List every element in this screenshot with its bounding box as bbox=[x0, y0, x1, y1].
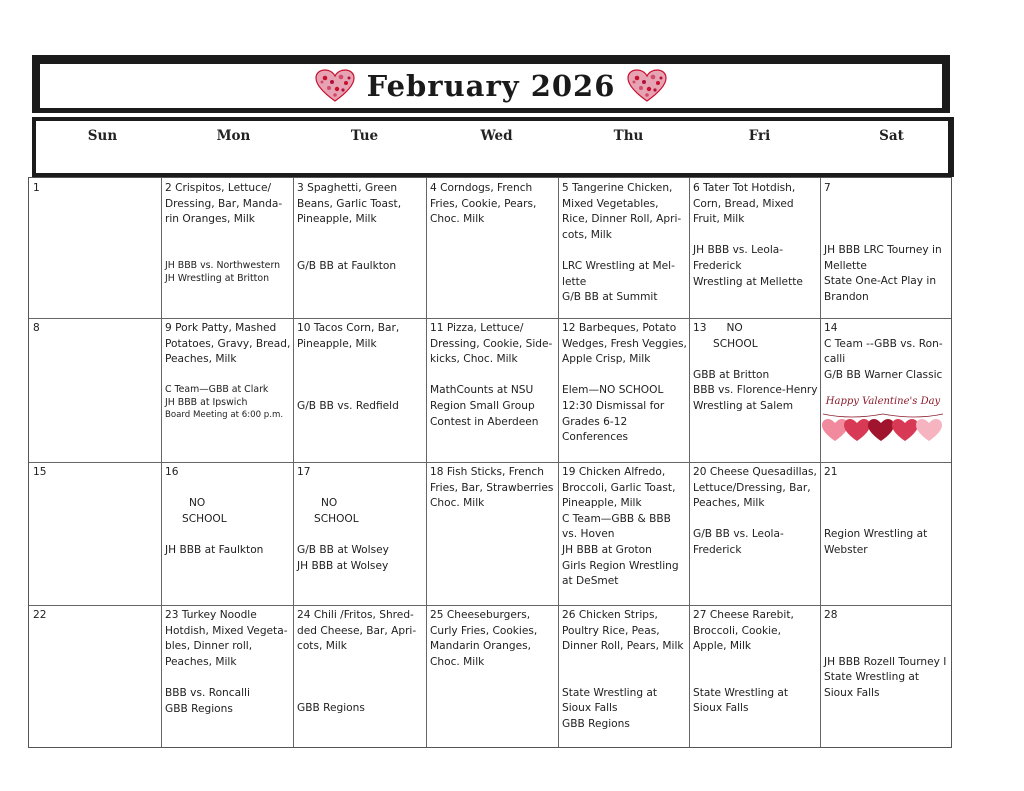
event-line: Region Small Group bbox=[430, 399, 535, 412]
no-school-label: SCHOOL bbox=[314, 512, 359, 525]
menu-line: Choc. Milk bbox=[430, 213, 485, 226]
event-line: State One-Act Play in bbox=[824, 275, 937, 288]
menu-line: Choc. Milk bbox=[430, 655, 485, 668]
valentines-text: Happy Valentine's Day bbox=[825, 396, 941, 407]
menu-line: 3 Spaghetti, Green bbox=[297, 182, 398, 194]
event-line: calli bbox=[824, 353, 846, 366]
day-number: 1 bbox=[33, 182, 40, 194]
day-cell bbox=[29, 178, 161, 318]
event-line: at DeSmet bbox=[562, 575, 619, 588]
menu-line: 10 Tacos Corn, Bar, bbox=[297, 322, 400, 334]
event-line: Conferences bbox=[562, 431, 629, 444]
day-cell bbox=[161, 318, 293, 462]
event-line: Brandon bbox=[824, 290, 869, 303]
event-line: MathCounts at NSU bbox=[430, 384, 534, 397]
event-line: C Team --GBB vs. Ron- bbox=[824, 337, 943, 350]
menu-line: Peaches, Milk bbox=[693, 497, 765, 510]
menu-line: Hotdish, Mixed Vegeta- bbox=[165, 624, 288, 637]
menu-line: rin Oranges, Milk bbox=[165, 213, 255, 226]
menu-line: Pineapple, Milk bbox=[297, 213, 377, 226]
event-line: BBB vs. Florence-Henry bbox=[693, 384, 818, 397]
event-line: JH BBB at Groton bbox=[562, 543, 652, 556]
event-line: G/B BB at Faulkton bbox=[297, 259, 397, 272]
event-line: GBB at Britton bbox=[693, 368, 770, 381]
menu-line: 5 Tangerine Chicken, bbox=[562, 182, 673, 194]
menu-line: Fries, Bar, Strawberries bbox=[430, 481, 554, 494]
menu-line: Wedges, Fresh Veggies, bbox=[562, 337, 687, 350]
day-cell bbox=[426, 318, 558, 462]
no-school-label: SCHOOL bbox=[182, 512, 227, 525]
hearts-garland-icon bbox=[821, 410, 945, 442]
event-line: Girls Region Wrestling bbox=[562, 559, 679, 572]
menu-line: Mixed Vegetables, bbox=[562, 197, 659, 210]
menu-line: Mandarin Oranges, bbox=[430, 640, 531, 653]
weekday-header bbox=[32, 117, 954, 177]
menu-line: Peaches, Milk bbox=[165, 655, 237, 668]
weekday-mon: Mon bbox=[216, 128, 251, 144]
event-line: State Wrestling at bbox=[824, 671, 920, 684]
menu-line: Dressing, Cookie, Side- bbox=[430, 337, 553, 350]
menu-line: Rice, Dinner Roll, Apri- bbox=[562, 213, 682, 226]
day-number: 16 bbox=[165, 466, 179, 478]
menu-line: 19 Chicken Alfredo, bbox=[562, 466, 666, 478]
event-line: C Team—GBB & BBB bbox=[562, 512, 671, 525]
day-cell bbox=[689, 318, 820, 462]
menu-line: Curly Fries, Cookies, bbox=[430, 624, 538, 637]
day-cell bbox=[29, 605, 161, 747]
day-cell bbox=[426, 178, 558, 318]
event-line: JH BBB vs. Northwestern bbox=[165, 259, 281, 271]
menu-line: 6 Tater Tot Hotdish, bbox=[693, 182, 796, 194]
menu-line: cots, Milk bbox=[297, 640, 347, 653]
day-number: 22 bbox=[33, 609, 47, 621]
event-line: Frederick bbox=[693, 543, 742, 556]
menu-line: Fruit, Milk bbox=[693, 213, 745, 226]
event-line: Sioux Falls bbox=[562, 702, 618, 715]
event-line: C Team—GBB at Clark bbox=[165, 384, 269, 396]
day-cell bbox=[820, 605, 952, 747]
menu-line: 25 Cheeseburgers, bbox=[430, 609, 531, 621]
menu-line: 2 Crispitos, Lettuce/ bbox=[165, 182, 272, 194]
no-school-label: NO bbox=[321, 497, 338, 510]
menu-line: Fries, Cookie, Pears, bbox=[430, 197, 537, 210]
menu-line: 27 Cheese Rarebit, bbox=[693, 609, 794, 621]
event-line: JH BBB at Faulkton bbox=[165, 543, 264, 556]
weekday-thu: Thu bbox=[613, 128, 644, 144]
event-line: State Wrestling at bbox=[562, 686, 658, 699]
menu-line: kicks, Choc. Milk bbox=[430, 353, 518, 366]
event-line: Mellette bbox=[824, 259, 867, 272]
day-cell bbox=[820, 178, 952, 318]
menu-line: 23 Turkey Noodle bbox=[165, 609, 257, 621]
menu-line: 12 Barbeques, Potato bbox=[562, 322, 677, 334]
heart-icon bbox=[627, 69, 667, 103]
day-cell bbox=[558, 318, 689, 462]
menu-line: 11 Pizza, Lettuce/ bbox=[430, 322, 524, 334]
event-line: Sioux Falls bbox=[693, 702, 749, 715]
menu-line: Dressing, Bar, Manda- bbox=[165, 197, 283, 210]
menu-line: 24 Chili /Fritos, Shred- bbox=[297, 609, 414, 621]
event-line: vs. Hoven bbox=[562, 528, 615, 541]
no-school-label: SCHOOL bbox=[713, 337, 758, 350]
event-line: JH BBB Rozell Tourney I bbox=[824, 655, 947, 668]
event-line: G/B BB at Summit bbox=[562, 291, 658, 304]
event-line: G/B BB Warner Classic bbox=[824, 368, 943, 381]
event-line: lette bbox=[562, 275, 587, 288]
day-number: 14 bbox=[824, 322, 838, 334]
menu-line: Dinner Roll, Pears, Milk bbox=[562, 640, 684, 653]
day-number: 7 bbox=[824, 182, 831, 194]
weekday-sat: Sat bbox=[879, 128, 904, 144]
day-cell bbox=[293, 605, 426, 747]
event-line: JH BBB at Ipswich bbox=[165, 397, 248, 409]
event-line: Frederick bbox=[693, 259, 742, 272]
menu-line: Lettuce/Dressing, Bar, bbox=[693, 481, 811, 494]
event-line: GBB Regions bbox=[562, 717, 630, 730]
event-line: JH Wrestling at Britton bbox=[165, 272, 270, 284]
day-cell bbox=[558, 178, 689, 318]
day-cell bbox=[820, 462, 952, 605]
menu-line: Choc. Milk bbox=[430, 497, 485, 510]
day-cell bbox=[293, 462, 426, 605]
day-cell bbox=[426, 462, 558, 605]
event-line: GBB Regions bbox=[297, 702, 365, 715]
menu-line: bles, Dinner roll, bbox=[165, 640, 253, 653]
event-line: LRC Wrestling at Mel- bbox=[562, 259, 675, 272]
menu-line: Corn, Bread, Mixed bbox=[693, 197, 794, 210]
day-number: 8 bbox=[33, 322, 40, 334]
menu-line: Potatoes, Gravy, Bread, bbox=[165, 337, 291, 350]
menu-line: 9 Pork Patty, Mashed bbox=[165, 322, 277, 334]
event-line: Region Wrestling at bbox=[824, 528, 928, 541]
day-cell bbox=[558, 462, 689, 605]
menu-line: 26 Chicken Strips, bbox=[562, 609, 658, 621]
calendar-grid bbox=[28, 177, 952, 748]
day-cell bbox=[161, 462, 293, 605]
menu-line: ded Cheese, Bar, Apri- bbox=[297, 624, 417, 637]
title-banner bbox=[32, 55, 950, 113]
event-line: Contest in Aberdeen bbox=[430, 415, 539, 428]
heart-icon bbox=[315, 69, 355, 103]
page-title: February 2026 bbox=[366, 69, 616, 103]
day-number: 13 bbox=[693, 322, 707, 334]
menu-line: Poultry Rice, Peas, bbox=[562, 624, 660, 637]
menu-line: Peaches, Milk bbox=[165, 353, 237, 366]
no-school-label: NO bbox=[189, 497, 206, 510]
day-cell bbox=[161, 605, 293, 747]
valentines-banner bbox=[821, 394, 945, 442]
event-line: Sioux Falls bbox=[824, 686, 880, 699]
day-cell bbox=[29, 318, 161, 462]
event-line: G/B BB vs. Leola- bbox=[693, 528, 784, 541]
event-line: G/B BB at Wolsey bbox=[297, 543, 389, 556]
day-number: 28 bbox=[824, 609, 838, 621]
menu-line: Apple Crisp, Milk bbox=[562, 353, 651, 366]
day-cell bbox=[161, 178, 293, 318]
event-line: GBB Regions bbox=[165, 702, 233, 715]
day-cell bbox=[689, 178, 820, 318]
menu-line: Apple, Milk bbox=[693, 640, 752, 653]
day-cell bbox=[689, 605, 820, 747]
menu-line: cots, Milk bbox=[562, 228, 612, 241]
menu-line: 20 Cheese Quesadillas, bbox=[693, 466, 817, 478]
day-cell bbox=[689, 462, 820, 605]
day-cell bbox=[558, 605, 689, 747]
event-line: JH BBB at Wolsey bbox=[297, 559, 389, 572]
weekday-tue: Tue bbox=[350, 128, 379, 144]
day-cell bbox=[426, 605, 558, 747]
event-line: G/B BB vs. Redfield bbox=[297, 399, 399, 412]
title-box bbox=[40, 64, 942, 108]
event-line: Wrestling at Mellette bbox=[693, 275, 803, 288]
day-cell bbox=[820, 318, 952, 462]
day-number: 17 bbox=[297, 466, 311, 478]
menu-line: Pineapple, Milk bbox=[297, 337, 377, 350]
event-line: 12:30 Dismissal for bbox=[562, 399, 665, 412]
event-line: Webster bbox=[824, 543, 868, 556]
event-line: Elem—NO SCHOOL bbox=[562, 384, 664, 397]
day-number: 21 bbox=[824, 466, 838, 478]
event-line: JH BBB vs. Leola- bbox=[693, 244, 784, 257]
event-line: JH BBB LRC Tourney in bbox=[824, 244, 942, 257]
menu-line: Pineapple, Milk bbox=[562, 497, 642, 510]
event-line: Wrestling at Salem bbox=[693, 399, 794, 412]
menu-line: Beans, Garlic Toast, bbox=[297, 197, 402, 210]
event-line: Grades 6-12 bbox=[562, 415, 628, 428]
day-number: 15 bbox=[33, 466, 47, 478]
weekday-wed: Wed bbox=[480, 128, 513, 144]
menu-line: 4 Corndogs, French bbox=[430, 182, 533, 194]
day-cell bbox=[29, 462, 161, 605]
menu-line: Broccoli, Cookie, bbox=[693, 624, 781, 637]
day-cell bbox=[293, 178, 426, 318]
menu-line: Broccoli, Garlic Toast, bbox=[562, 481, 676, 494]
day-cell bbox=[293, 318, 426, 462]
event-line: BBB vs. Roncalli bbox=[165, 686, 250, 699]
weekday-sun: Sun bbox=[87, 128, 118, 144]
menu-line: 18 Fish Sticks, French bbox=[430, 466, 544, 478]
event-line: Board Meeting at 6:00 p.m. bbox=[165, 410, 284, 421]
event-line: State Wrestling at bbox=[693, 686, 789, 699]
no-school-label: NO bbox=[726, 322, 743, 334]
weekday-fri: Fri bbox=[748, 128, 771, 144]
